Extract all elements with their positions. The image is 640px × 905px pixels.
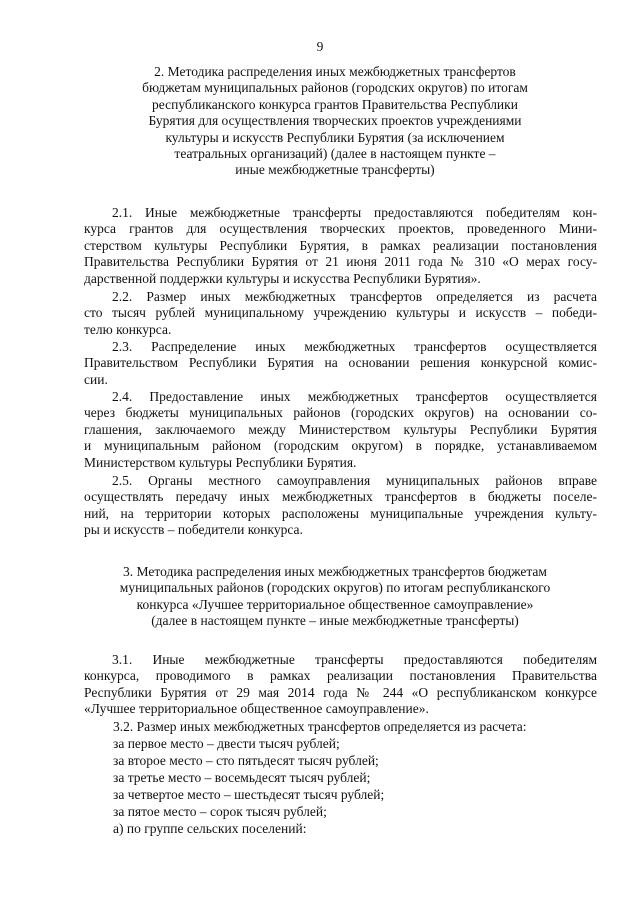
heading-line: (далее в настоящем пункте – иные межбюджетные трансферты) (151, 613, 519, 629)
heading-line: Бурятия для осуществления творческих проектов учреждениями (148, 113, 522, 129)
section-2-heading (70, 64, 600, 179)
list-item: за второе место – сто пятьдесят тысяч рублей; (113, 753, 379, 768)
text-line: дарственной поддержки культуры и искусства Республики Бурятия». (84, 270, 481, 286)
text-line: конкурса, проводимого в рамках реализации постановления Правительства (84, 668, 597, 684)
heading-line: республиканского конкурса грантов Правительства Республики (152, 96, 518, 112)
heading-line: муниципальных районов (городских округов) по итогам республиканского (119, 580, 551, 596)
text-line: ры и искусств – победители конкурса. (84, 522, 303, 538)
text-line: сии. (84, 371, 108, 387)
text-line: 2.2. Размер иных межбюджетных трансфертов определяется из расчета (112, 289, 597, 304)
list-item: за третье место – восемьдесят тысяч рублей; (113, 770, 371, 785)
text-line: курса грантов для осуществления творческих проектов, проведенного Мини- (84, 221, 597, 237)
text-line: Правительством Республики Бурятия на основании решения конкурсной комис- (84, 355, 597, 371)
heading-line: 2. Методика распределения иных межбюджетных трансфертов (154, 64, 516, 79)
text-line: сто тысяч рублей муниципальному учреждению культуры и искусств – победи- (84, 305, 597, 321)
section-3-heading (62, 564, 608, 630)
text-line: осуществлять передачу иных межбюджетных трансфертов в бюджеты поселе- (84, 489, 597, 505)
heading-line: культуры и искусств Республики Бурятия (за исключением (165, 129, 505, 145)
page-number: 9 (316, 39, 324, 54)
list-item: за пятое место – сорок тысяч рублей; (113, 804, 327, 819)
list-item: а) по группе сельских поселений: (113, 821, 307, 836)
heading-line: театральных организаций) (далее в настоящем пункте – (174, 146, 496, 162)
text-line: Правительства Республики Бурятия от 21 июня 2011 года № 310 «О мерах госу- (84, 254, 597, 270)
text-line: 2.1. Иные межбюджетные трансферты предоставляются победителям кон- (112, 205, 597, 220)
paragraph-2-2 (84, 289, 597, 338)
paragraph-2-4 (84, 389, 597, 471)
list-item: за первое место – двести тысяч рублей; (113, 736, 340, 751)
text-line: ний, на территории которых расположены муниципальные учреждения культу- (84, 505, 597, 521)
text-line: через бюджеты муниципальных районов (городских округов) на основании со- (84, 405, 597, 421)
paragraph-3-1 (84, 652, 597, 718)
heading-line: конкурса «Лучшее территориальное общественное самоуправление» (136, 596, 534, 612)
text-line: 2.4. Предоставление иных межбюджетных трансфертов осуществляется (112, 389, 597, 404)
list-item: за четвертое место – шестьдесят тысяч рублей; (113, 787, 385, 802)
paragraph-2-3 (84, 339, 597, 388)
text-line: «Лучшее территориальное общественное самоуправление». (84, 701, 429, 717)
text-line: телю конкурса. (84, 321, 172, 337)
text-line: 2.5. Органы местного самоуправления муниципальных районов вправе (112, 473, 597, 488)
heading-line: бюджетам муниципальных районов (городских округов) по итогам (142, 80, 528, 96)
paragraph-2-1 (84, 205, 597, 287)
text-line: стерством культуры Республики Бурятия, в рамках реализации постановления (84, 237, 597, 253)
paragraph-2-5 (84, 473, 597, 539)
heading-line: иные межбюджетные трансферты) (235, 162, 435, 178)
text-line: Министерством культуры Республики Бурятия. (84, 454, 357, 470)
text-line: глашения, заключаемого между Министерством культуры Республики Бурятия (84, 421, 597, 437)
paragraph-3-2: 3.2. Размер иных межбюджетных трансфертов определяется из расчета: (113, 719, 527, 734)
text-line: 3.1. Иные межбюджетные трансферты предоставляются победителям (112, 652, 597, 667)
text-line: 2.3. Распределение иных межбюджетных трансфертов осуществляется (112, 339, 597, 354)
text-line: и муниципальным районом (городским округом) в порядке, устанавливаемом (84, 438, 597, 454)
heading-line: 3. Методика распределения иных межбюджетных трансфертов бюджетам (123, 564, 547, 579)
text-line: Республики Бурятия от 29 мая 2014 года № 244 «О республиканском конкурсе (84, 684, 597, 700)
